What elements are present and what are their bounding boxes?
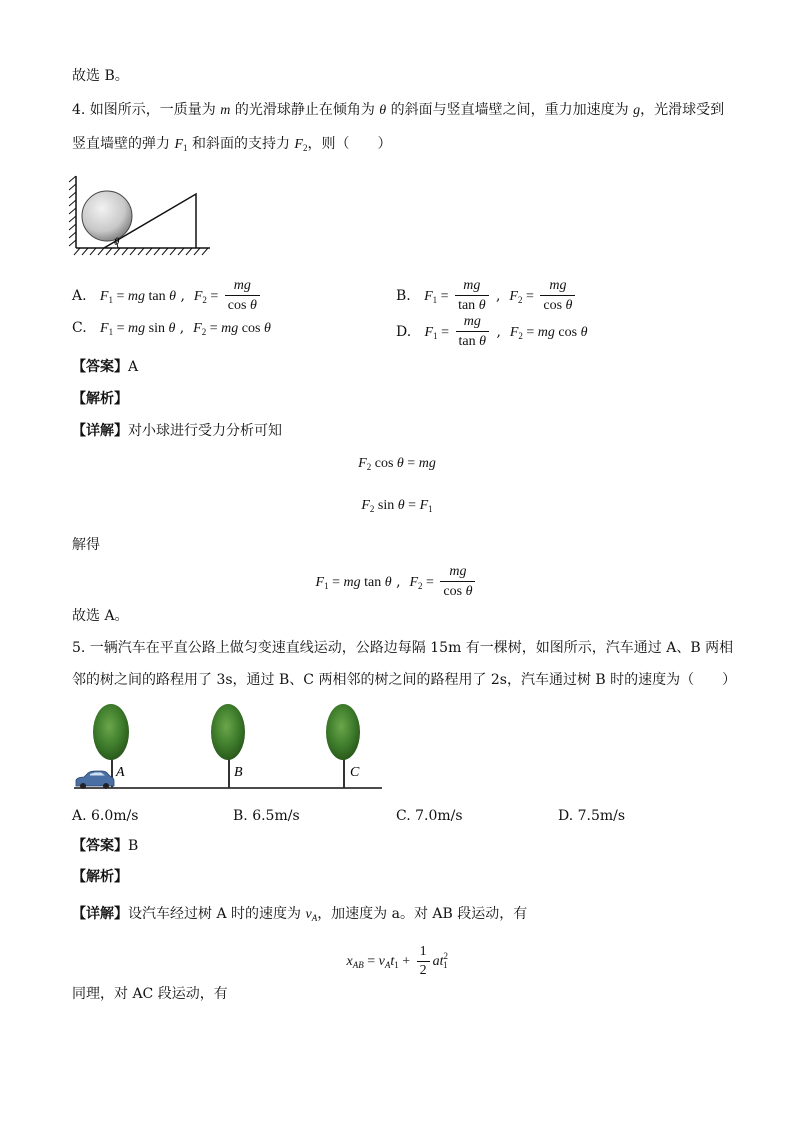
q4-eq2: $F_2$ $\sin \theta = F_1$ [361, 498, 433, 514]
q5-option-b: B. 6.5m/s [233, 808, 300, 824]
q4-eq1: $F_2$ cos θ = mg [358, 456, 436, 472]
q4-option-d: D. $F_1$ = $\frac{mg}{\text{tan θ}}$ , $F_2$ = mg cos θ [396, 314, 588, 349]
q4-detail: 【详解】对小球进行受力分析可知 [72, 423, 282, 439]
tree-label-c: C [350, 765, 360, 780]
q5-option-d: D. 7.5m/s [558, 808, 626, 824]
q4-solve-label: 解得 [72, 537, 100, 553]
q5-detail: 【详解】设汽车经过树 A 时的速度为 $v_A$，加速度为 a。对 AB 段运动，有 [72, 906, 528, 923]
q5-same: 同理，对 AC 段运动，有 [72, 986, 228, 1002]
q5-option-a: A. 6.0m/s [72, 808, 139, 824]
q5-answer: 【答案】B [72, 838, 139, 854]
tree-label-a: A [116, 765, 125, 780]
q4-result: $F_1$ = mg tan θ , $F_2$ = $\frac{mg}{\text{cos θ}}$ [0, 562, 794, 606]
q4-answer: 【答案】A [72, 359, 139, 375]
q5-stem-line1: 5. 一辆汽车在平直公路上做匀变速直线运动，公路边每隔 15m 有一棵树，如图所示，汽车通过 A、B 两相 [72, 640, 734, 656]
q4-option-c: C. $F_1$ = mg sin θ , $F_2$ = mg cos θ [72, 320, 271, 337]
q5-eq1: $x_{AB} = v_At_1$ + $\frac{1}{2}$ $at^2_1$ [346, 943, 449, 978]
q5-option-c: C. 7.0m/s [396, 808, 463, 824]
q4-stem-line1: 4. 如图所示，一质量为 m 的光滑球静止在倾角为 θ 的斜面与竖直墙壁之间，重力加速度为 g，光滑球受到 [72, 102, 725, 118]
q4-analysis-label: 【解析】 [72, 391, 128, 407]
q5-stem-line2: 邻的树之间的路程用了 3s，通过 B、C 两相邻的树之间的路程用了 2s，汽车通过树 B 时的速度为（ ） [72, 672, 737, 688]
theta-label: θ [114, 236, 120, 248]
q4-option-a: A. $F_1$ = mg tan θ , $F_2$ = $\frac{mg}{\text{cos θ}}$ [72, 276, 263, 320]
q5-analysis-label: 【解析】 [72, 869, 128, 885]
trees-road-figure [70, 700, 384, 792]
tree-label-b: B [234, 765, 243, 780]
ball-incline-figure [68, 172, 218, 258]
q4-choose: 故选 A。 [72, 608, 129, 624]
q4-option-b: B. $F_1$ = $\frac{mg}{\text{tan θ}}$ , $F_2$ = $\frac{mg}{\text{cos θ}}$ [396, 276, 578, 320]
q4-stem-line2: 竖直墙壁的弹力 $F_1$ 和斜面的支持力 $F_2$，则（ ） [72, 136, 392, 153]
car-icon [76, 771, 114, 789]
prev-answer-line: 故选 B。 [72, 68, 129, 84]
